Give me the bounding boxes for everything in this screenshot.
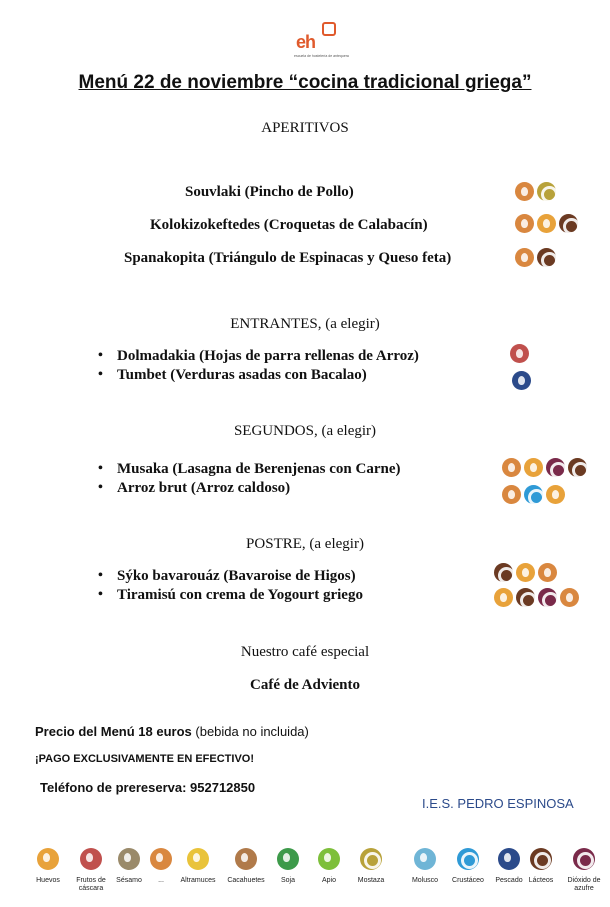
egg-icon [494,588,513,607]
crustacean-icon [457,848,479,870]
nuts-icon [80,848,102,870]
dish-arroz-brut: Arroz brut (Arroz caldoso) [117,480,291,496]
payment-notice: ¡PAGO EXCLUSIVAMENTE EN EFECTIVO! [35,753,254,765]
crustacean-icon [524,485,543,504]
egg-icon [37,848,59,870]
logo-subtitle: escuela de hostelería de antequera [294,54,349,58]
gluten-icon [560,588,579,607]
allergen-icons [515,182,556,201]
list-item [100,461,400,478]
soy-icon [277,848,299,870]
section-entrantes: ENTRANTES, (a elegir) [230,316,380,332]
list-item [100,367,367,384]
legend-item-lupin: Altramuces [176,848,220,885]
gluten-icon [538,563,557,582]
dish-musaka: Musaka (Lasagna de Berenjenas con Carne) [117,461,401,477]
legend-item-sesame: Sésamo [107,848,151,885]
section-postre: POSTRE, (a elegir) [246,536,364,552]
egg-icon [537,214,556,233]
phone-line: Teléfono de prereserva: 952712850 [40,780,256,795]
fish-icon [498,848,520,870]
fish-icon [512,371,531,390]
allergen-icons [512,371,531,390]
gluten-icon [150,848,172,870]
dish-tiramisu: Tiramisú con crema de Yogourt griego [117,587,363,603]
allergen-icons [510,344,529,363]
legend-item-mustard: Mostaza [349,848,393,885]
dairy-icon [516,588,535,607]
list-item [100,587,363,604]
page-title: Menú 22 de noviembre “cocina tradicional griega” [78,72,532,93]
lupin-icon [187,848,209,870]
legend-item-nuts: Frutos de cáscara [69,848,113,893]
gluten-icon [515,182,534,201]
legend-item-mollusc: Molusco [403,848,447,885]
allergen-icons [515,248,556,267]
sesame-icon [118,848,140,870]
allergen-icons [494,588,579,607]
gluten-icon [502,458,521,477]
school-name: I.E.S. PEDRO ESPINOSA [422,796,574,811]
price-text: Precio del Menú 18 euros [35,724,192,739]
gluten-icon [515,248,534,267]
legend-item-soy: Soja [266,848,310,885]
logo-mark [322,22,336,36]
gluten-icon [515,214,534,233]
section-aperitivos: APERITIVOS [261,120,349,136]
list-item [100,568,356,585]
egg-icon [516,563,535,582]
legend-item-gluten: ... [139,848,183,885]
legend-item-peanut: Cacahuetes [224,848,268,885]
legend-item-dairy: Lácteos [519,848,563,885]
list-item [100,348,419,365]
allergen-icons [502,485,565,504]
cafe-name: Café de Adviento [250,677,360,693]
legend-item-crustacean: Crustáceo [446,848,490,885]
allergen-icons [494,563,557,582]
sulphite-icon [538,588,557,607]
legend-item-sulphite: Dióxido de azufre [562,848,606,893]
dish-kolokizokeftedes: Kolokizokeftedes (Croquetas de Calabacín) [150,217,428,233]
dairy-icon [537,248,556,267]
sulphite-icon [573,848,595,870]
sulphite-icon [546,458,565,477]
section-cafe: Nuestro café especial [240,644,370,660]
egg-icon [546,485,565,504]
mollusc-icon [414,848,436,870]
section-segundos: SEGUNDOS, (a elegir) [233,423,377,439]
allergen-icons [515,214,578,233]
mustard-icon [360,848,382,870]
dish-tumbet: Tumbet (Verduras asadas con Bacalao) [117,367,367,383]
school-logo [294,18,356,64]
nuts-icon [510,344,529,363]
list-item [100,480,290,497]
dish-spanakopita: Spanakopita (Triángulo de Espinacas y Queso feta) [124,250,452,266]
legend-item-egg: Huevos [26,848,70,885]
dairy-icon [494,563,513,582]
dish-souvlaki: Souvlaki (Pincho de Pollo) [185,184,354,200]
mustard-icon [537,182,556,201]
celery-icon [318,848,340,870]
allergen-legend [0,848,610,898]
gluten-icon [502,485,521,504]
dish-syko-bavarouaz: Sýko bavarouáz (Bavaroise de Higos) [117,568,356,584]
price-note: (bebida no incluida) [191,724,309,739]
dish-dolmadakia: Dolmadakia (Hojas de parra rellenas de Arroz) [117,348,419,364]
legend-item-fish: Pescado [487,848,531,885]
legend-item-celery: Apio [307,848,351,885]
dairy-icon [568,458,587,477]
dairy-icon [559,214,578,233]
logo-text: eh [296,32,316,52]
egg-icon [524,458,543,477]
price-line [35,724,309,739]
allergen-icons [502,458,587,477]
peanut-icon [235,848,257,870]
dairy-icon [530,848,552,870]
